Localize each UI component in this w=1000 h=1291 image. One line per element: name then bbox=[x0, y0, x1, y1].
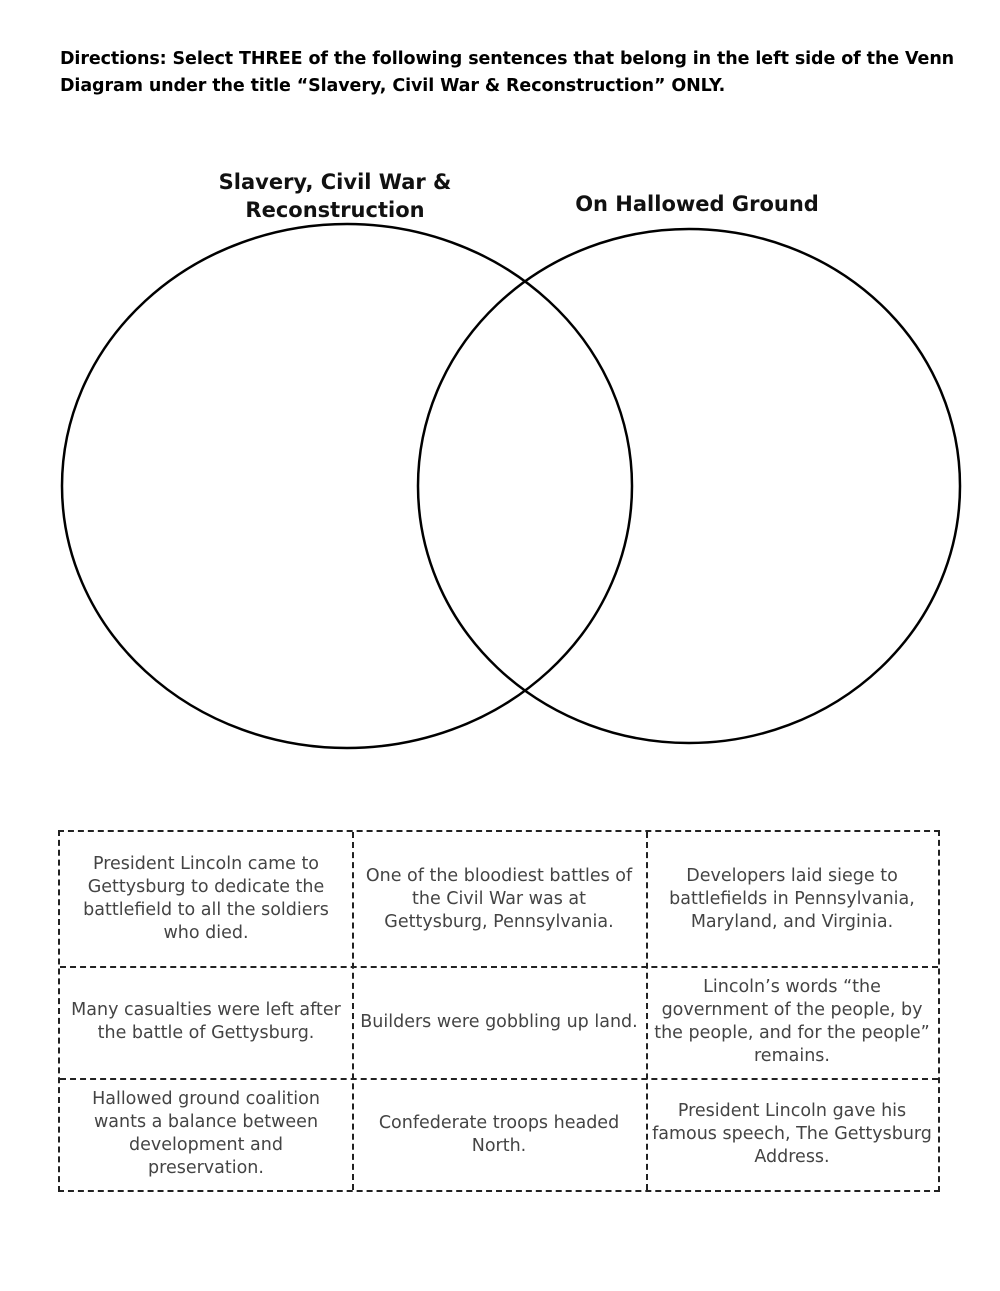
directions-text: Directions: Select THREE of the following sentences that belong in the left side of the Venn Diagram under the title “Slavery, Civil War & Reconstruction” ONLY. bbox=[60, 49, 955, 96]
venn-title-left: Slavery, Civil War & Reconstruction bbox=[218, 170, 452, 222]
sentence-card[interactable]: Developers laid siege to battlefields in Pennsylvania, Maryland, and Virginia. bbox=[669, 865, 915, 932]
venn-circle-left bbox=[62, 224, 632, 748]
venn-circle-right bbox=[418, 229, 960, 743]
sentence-card[interactable]: Confederate troops headed North. bbox=[378, 1113, 620, 1156]
sentence-cards-grid bbox=[58, 830, 940, 1192]
sentence-card[interactable]: Hallowed ground coalition wants a balance between development and preservation. bbox=[92, 1089, 320, 1178]
sentence-card[interactable]: Builders were gobbling up land. bbox=[360, 1011, 638, 1032]
sentence-card[interactable]: One of the bloodiest battles of the Civil War was at Gettysburg, Pennsylvania. bbox=[365, 865, 633, 932]
sentence-card[interactable]: President Lincoln came to Gettysburg to dedicate the battlefield to all the soldiers who died. bbox=[83, 854, 329, 943]
sentence-card[interactable]: Lincoln’s words “the government of the people, by the people, and for the people” remains. bbox=[654, 977, 930, 1066]
venn-title-right: On Hallowed Ground bbox=[575, 192, 819, 216]
sentence-card[interactable]: Many casualties were left after the battle of Gettysburg. bbox=[71, 1000, 341, 1043]
sentence-card[interactable]: President Lincoln gave his famous speech, The Gettysburg Address. bbox=[652, 1100, 932, 1167]
